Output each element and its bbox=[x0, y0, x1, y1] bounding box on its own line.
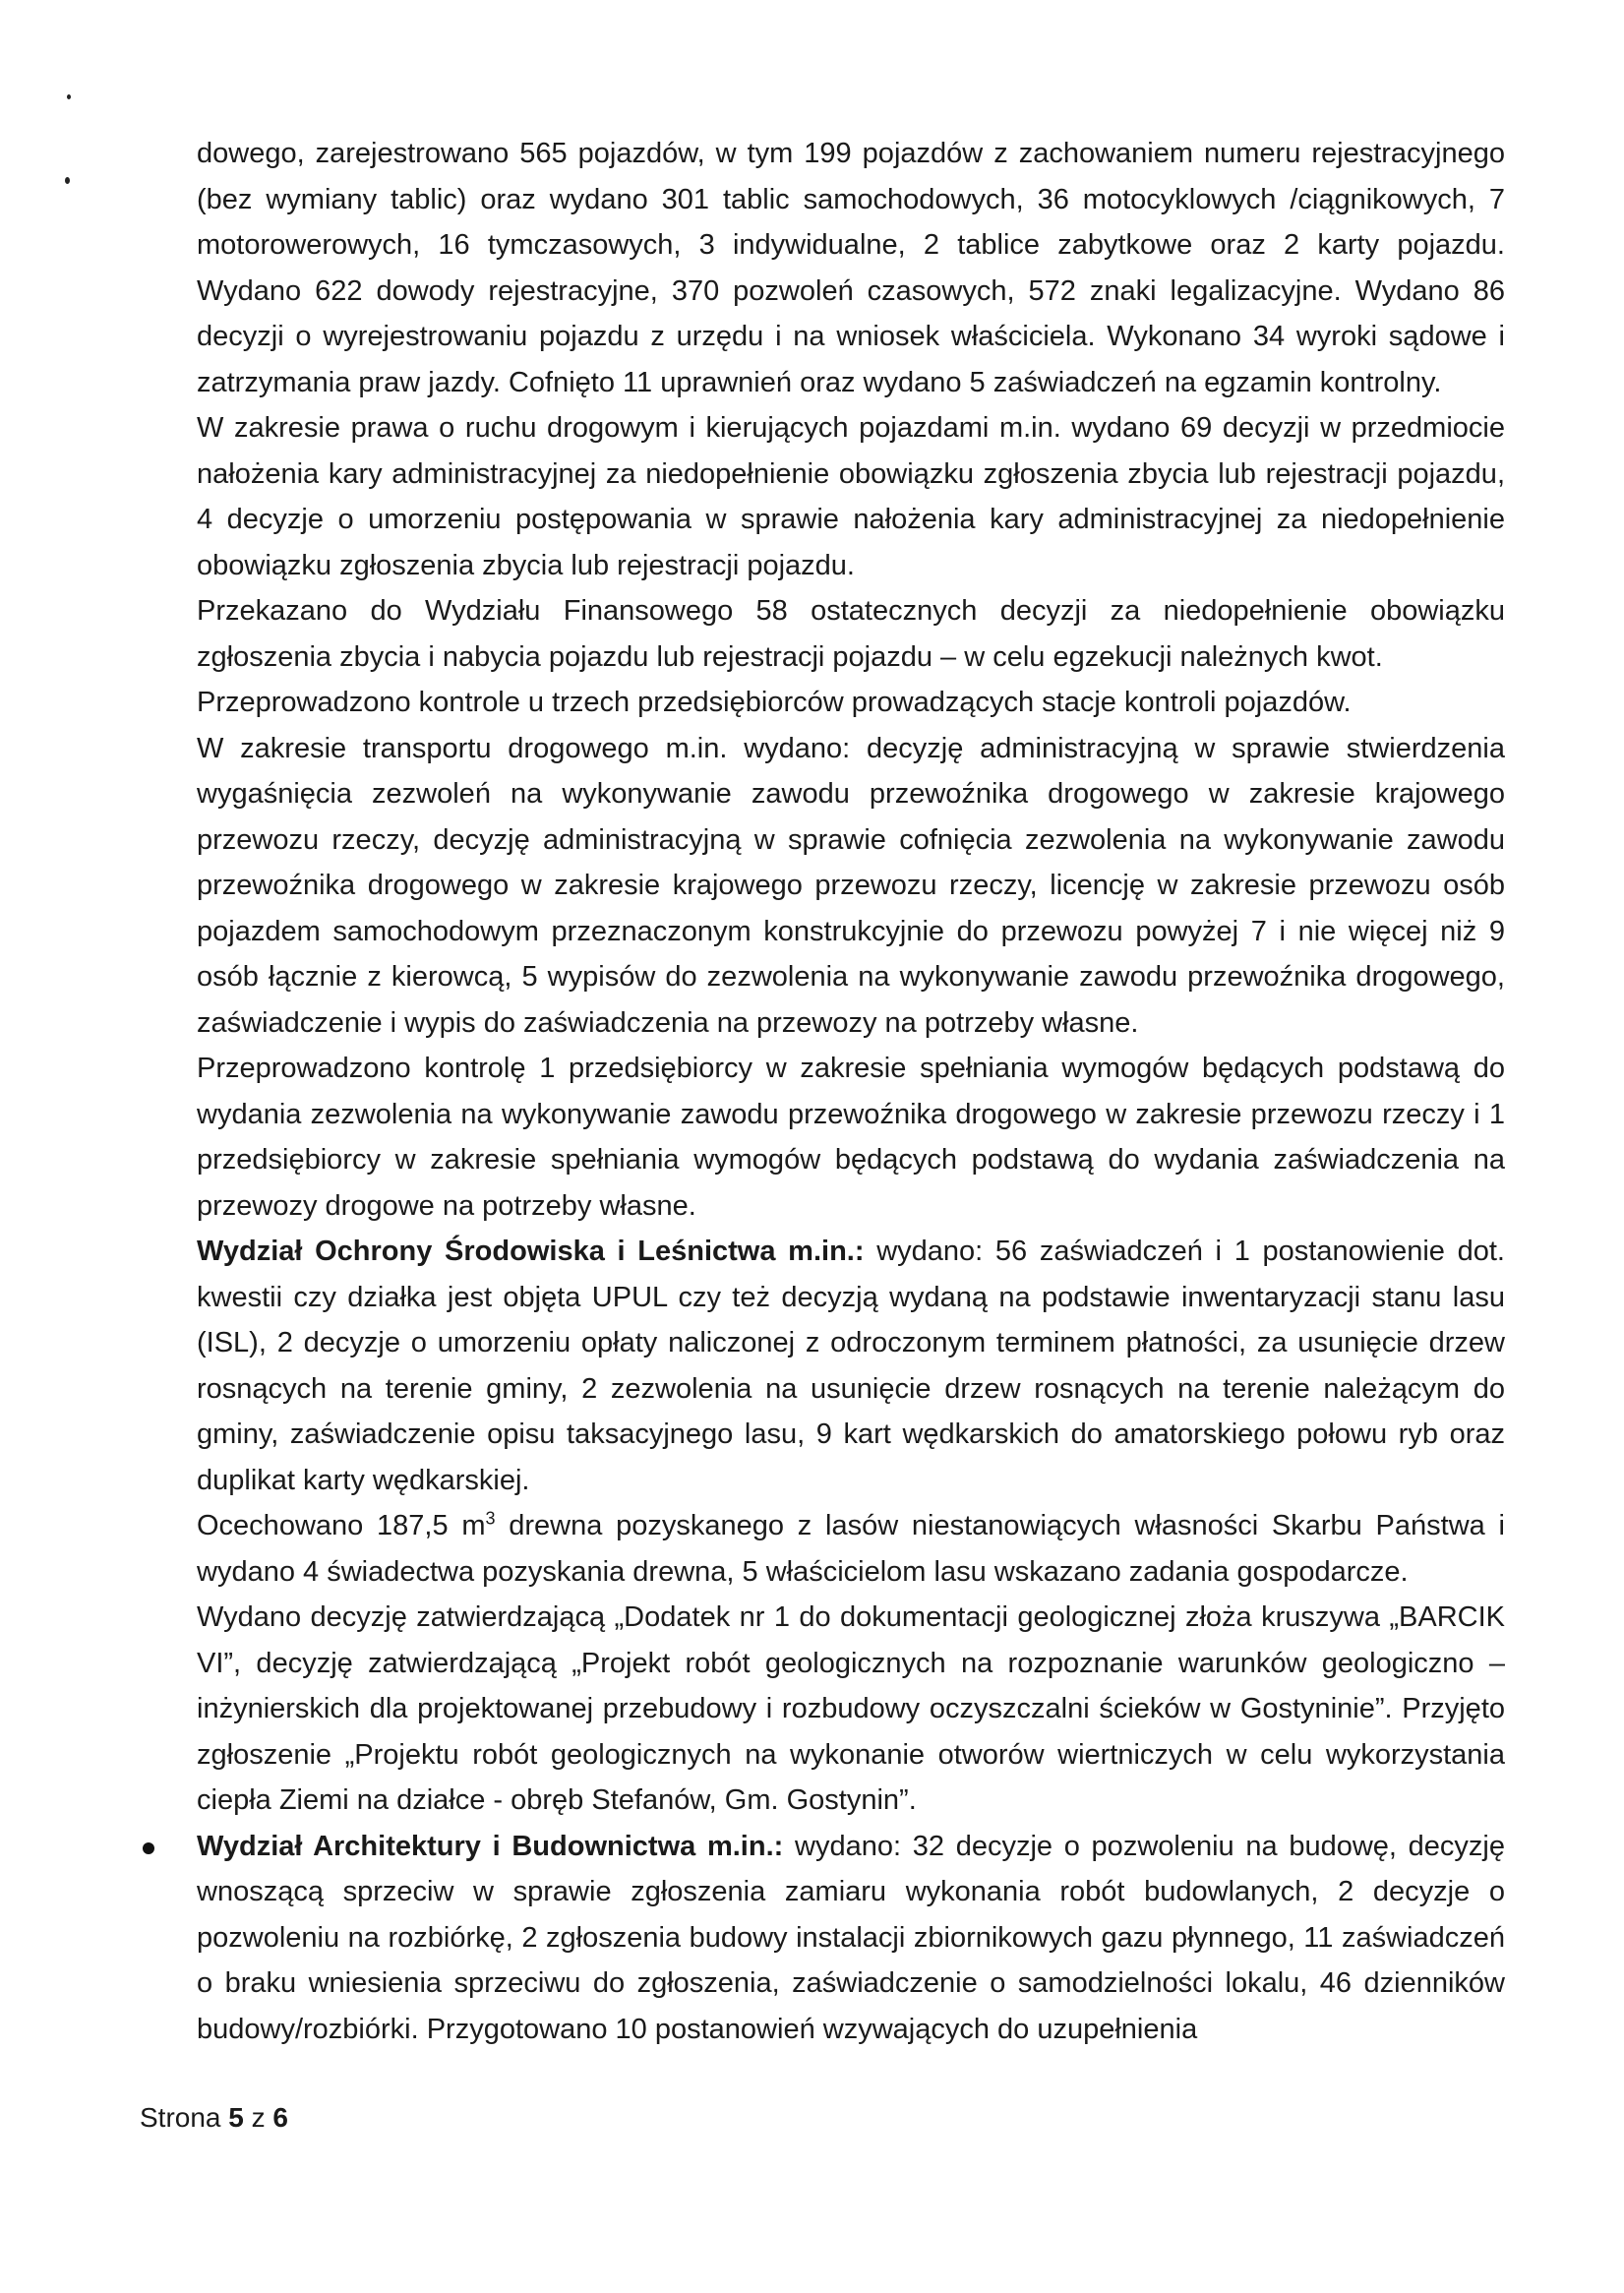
paragraph-wood-marking bbox=[197, 1503, 1505, 1595]
paragraph-carrier-control: Przeprowadzono kontrolę 1 przedsiębiorcy w zakresie spełniania wymogów będących podstawą do wydania zezwolenia na wykonywanie zawodu przewoźnika drogowego w zakresie przewozu rzeczy i 1 przedsiębiorcy w zakresie spełniania wymogów będących podstawą do wydania zaświadczenia na przewozy drogowe na potrzeby własne. bbox=[197, 1053, 1505, 1222]
paragraph-road-traffic: W zakresie prawa o ruchu drogowym i kierujących pojazdami m.in. wydano 69 decyzji w przedmiocie nałożenia kary administracyjnej za niedopełnienie obowiązku zgłoszenia zbycia lub rejestracji pojazdu, 4 decyzje o umorzeniu postępowania w sprawie nałożenia kary administracyjnej za niedopełnienie obowiązku zgłoszenia zbycia lub rejestracji pojazdu. bbox=[197, 412, 1505, 581]
architecture-text: wydano: 32 decyzje o pozwoleniu na budowę, decyzję wnoszącą sprzeciw w sprawie zgłoszenia zamiaru wykonania robót budowlanych, 2 decyzje o pozwoleniu na rozbiórkę, 2 zgłoszenia budowy instalacji zbiornikowych gazu płynnego, 11 zaświadczeń o braku wniesienia sprzeciwu do zgłoszenia, zaświadczenie o samodzielności lokalu, 46 dzienników budowy/rozbiórki. Przygotowano 10 postanowień wzywających do uzupełnienia bbox=[197, 1830, 1506, 2045]
paragraph-geology: Wydano decyzję zatwierdzającą „Dodatek nr 1 do dokumentacji geologicznej złoża kruszywa „BARCIK VI”, decyzję zatwierdzającą „Projekt robót geologicznych na rozpoznanie warunków geologiczno – inżynierskich dla projektowanej przebudowy i rozbudowy oczyszczalni ścieków w Gostyninie”. Przyjęto zgłoszenie „Projektu robót geologicznych na wykonanie otworów wiertniczych w celu wykorzystania ciepła Ziemi na działce - obręb Stefanów, Gm. Gostynin”. bbox=[197, 1601, 1505, 1816]
environment-text: wydano: 56 zaświadczeń i 1 postanowienie dot. kwestii czy działka jest objęta UPUL czy też decyzją wydaną na podstawie inwentaryzacji stanu lasu (ISL), 2 decyzje o umorzeniu opłaty naliczonej z odroczonym terminem płatności, za usunięcie drzew rosnących na terenie gminy, 2 zezwolenia na usunięcie drzew rosnących na terenie należącym do gminy, zaświadczenie opisu taksacyjnego lasu, 9 kart wędkarskich do amatorskiego połowu ryb oraz duplikat karty wędkarskiej. bbox=[197, 1236, 1505, 1496]
page-total: 6 bbox=[272, 2102, 288, 2133]
section-heading-architecture: Wydział Architektury i Budownictwa m.in.: bbox=[197, 1830, 784, 1862]
paragraph-finance-transfer: Przekazano do Wydziału Finansowego 58 ostatecznych decyzji za niedopełnienie obowiązku zgłoszenia zbycia i nabycia pojazdu lub rejestracji pojazdu – w celu egzekucji należnych kwot. bbox=[197, 595, 1505, 673]
document-body bbox=[197, 131, 1505, 2052]
paragraph-inspections: Przeprowadzono kontrole u trzech przedsiębiorców prowadzących stacje kontroli pojazdów. bbox=[197, 687, 1352, 718]
page-number: 5 bbox=[228, 2102, 244, 2133]
footer-label: Strona bbox=[140, 2102, 221, 2133]
wood-text-after: drewna pozyskanego z lasów niestanowiących własności Skarbu Państwa i wydano 4 świadectwa pozyskania drewna, 5 właścicielom lasu wskazano zadania gospodarcze. bbox=[197, 1510, 1505, 1588]
paragraph-architecture-dept bbox=[197, 1824, 1505, 2053]
paragraph-vehicle-registration: dowego, zarejestrowano 565 pojazdów, w tym 199 pojazdów z zachowaniem numeru rejestracyjnego (bez wymiany tablic) oraz wydano 301 tablic samochodowych, 36 motocyklowych /ciągnikowych, 7 motorowerowych, 16 tymczasowych, 3 indywidualne, 2 tablice zabytkowe oraz 2 karty pojazdu. Wydano 622 dowody rejestracyjne, 370 pozwoleń czasowych, 572 znaki legalizacyjne. Wydano 86 decyzji o wyrejestrowaniu pojazdu z urzędu i na wniosek właściciela. Wykonano 34 wyroki sądowe i zatrzymania praw jazdy. Cofnięto 11 uprawnień oraz wydano 5 zaświadczeń na egzamin kontrolny. bbox=[197, 138, 1505, 398]
scan-speck bbox=[65, 177, 70, 184]
footer-separator: z bbox=[251, 2102, 266, 2133]
paragraph-environment-dept bbox=[197, 1229, 1505, 1503]
wood-text-before: Ocechowano 187,5 m bbox=[197, 1510, 486, 1541]
bullet-icon bbox=[143, 1842, 154, 1854]
paragraph-road-transport: W zakresie transportu drogowego m.in. wydano: decyzję administracyjną w sprawie stwierdzenia wygaśnięcia zezwoleń na wykonywanie zawodu przewoźnika drogowego w zakresie krajowego przewozu rzeczy, decyzję administracyjną w sprawie cofnięcia zezwolenia na wykonywanie zawodu przewoźnika drogowego w zakresie krajowego przewozu rzeczy, licencję w zakresie przewozu osób pojazdem samochodowym przeznaczonym konstrukcyjnie do przewozu powyżej 7 i nie więcej niż 9 osób łącznie z kierowcą, 5 wypisów do zezwolenia na wykonywanie zawodu przewoźnika drogowego, zaświadczenie i wypis do zaświadczenia na przewozy na potrzeby własne. bbox=[197, 732, 1505, 1039]
section-heading-environment: Wydział Ochrony Środowiska i Leśnictwa m.in.: bbox=[197, 1236, 865, 1267]
page-footer bbox=[140, 2102, 288, 2134]
scan-speck bbox=[67, 94, 71, 99]
list-item-architecture bbox=[197, 1824, 1505, 2053]
unit-superscript: 3 bbox=[485, 1508, 496, 1529]
